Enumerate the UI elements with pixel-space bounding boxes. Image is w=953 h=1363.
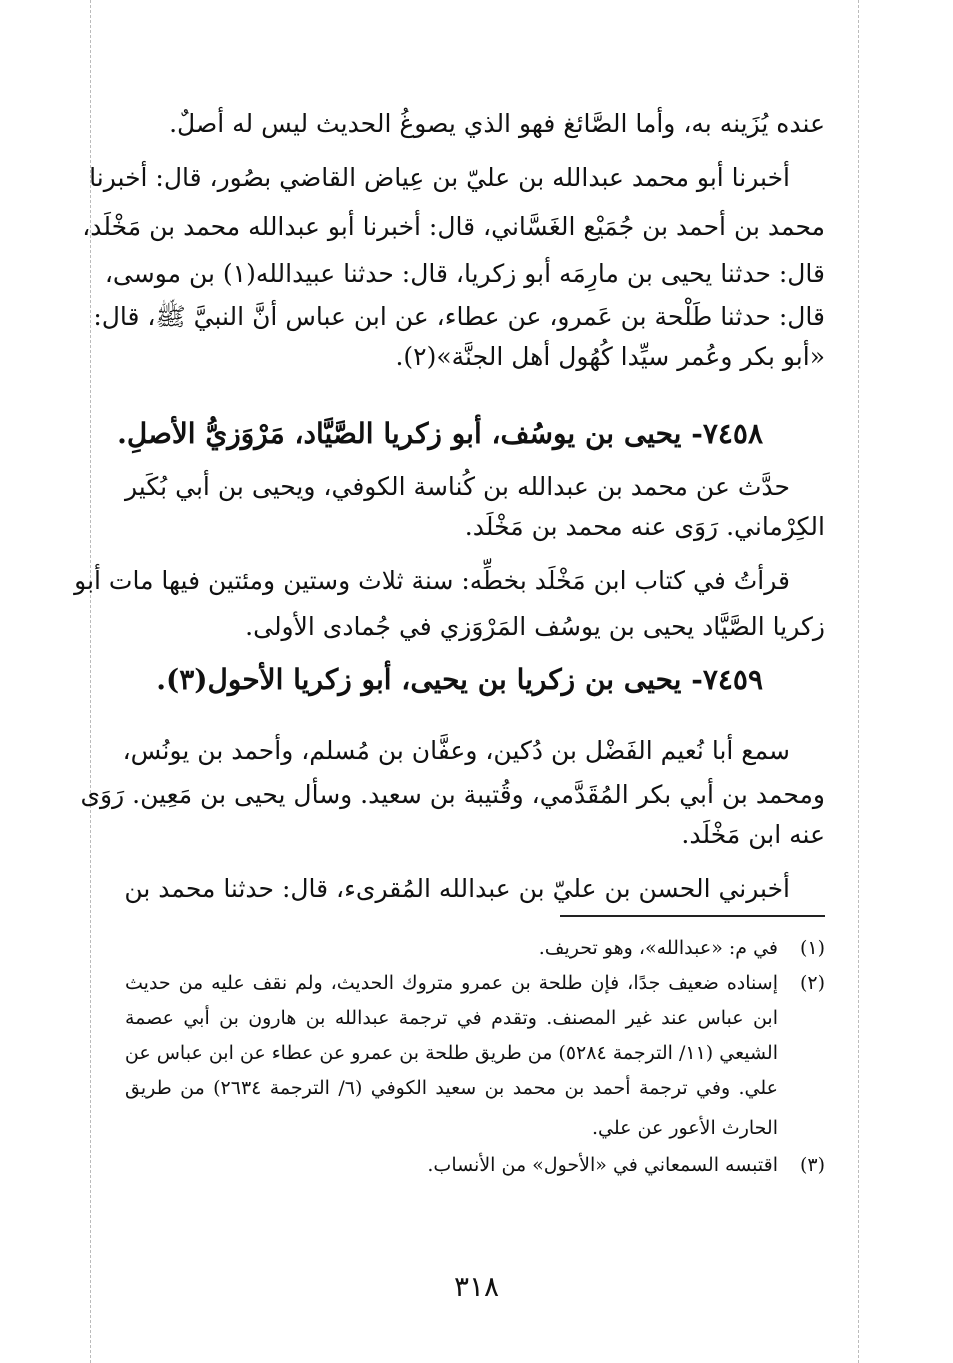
footnote-separator bbox=[560, 915, 825, 917]
text-line: قرأتُ في كتاب ابن مَخْلَد بخطِّه: سنة ثلاث وستين ومئتين فيها مات أبو bbox=[74, 566, 790, 595]
text-line: قال: حدثنا طَلْحة بن عَمرو، عن عطاء، عن ابن عباس أنَّ النبيَّ ﷺ، قال: bbox=[93, 302, 825, 331]
page-number: ٣١٨ bbox=[453, 1270, 500, 1303]
entry-heading: ٧٤٥٨- يحيى بن يوسُف، أبو زكريا الصَّيَّاد، مَرْوَزيُّ الأصلِ. bbox=[117, 417, 763, 450]
text-line: سمع أبا نُعيم الفَضْل بن دُكين، وعفَّان بن مُسلم، وأحمد بن يونُس، bbox=[122, 736, 790, 765]
text-line: الكِرْماني. رَوَى عنه محمد بن مَخْلَد. bbox=[464, 512, 825, 541]
text-line: «أبو بكر وعُمر سيِّدا كُهُول أهل الجنَّة»(٢). bbox=[395, 342, 825, 371]
text-line: زكريا الصَّيَّاد يحيى بن يوسُف المَرْوَزي في جُمادى الأولى. bbox=[245, 612, 825, 641]
footnote-number: (١) bbox=[799, 937, 825, 959]
footnote-number: (٣) bbox=[799, 1154, 825, 1176]
text-line: عنه ابن مَخْلَد. bbox=[681, 820, 825, 849]
text-line: محمد بن أحمد بن جُمَيْع الغَسَّاني، قال: أخبرنا أبو عبدالله محمد بن مَخْلَد، bbox=[82, 212, 825, 241]
footnote-line: إسناده ضعيف جدًا، فإن طلحة بن عمرو متروك الحديث، ولم نقف عليه من حديث bbox=[125, 972, 778, 994]
scan-guide-line bbox=[858, 0, 859, 1363]
footnote-line: الحارث الأعور عن علي. bbox=[591, 1117, 778, 1139]
footnote-line: اقتبسه السمعاني في «الأحول» من الأنساب. bbox=[427, 1154, 778, 1176]
footnote-line: علي. وفي ترجمة أحمد بن محمد بن سعيد الكوفي (٦/ الترجمة ٢٦٣٤) من طريق bbox=[125, 1077, 778, 1099]
footnote-line: الشيعي (١١/ الترجمة ٥٢٨٤) من طريق طلحة بن عمرو عن عطاء عن ابن عباس عن bbox=[124, 1042, 778, 1064]
footnote-line: ابن عباس عند غير المصنف. وتقدم في ترجمة عبدالله بن هارون بن أبي عصمة bbox=[125, 1007, 778, 1029]
text-line: حدَّث عن محمد بن عبدالله بن كُناسة الكوفي، ويحيى بن أبي بُكَير bbox=[125, 472, 790, 501]
text-line: قال: حدثنا يحيى بن مارِمَه أبو زكريا، قال: حدثنا عبيدالله(١) بن موسى، bbox=[104, 259, 825, 288]
text-line: أخبرني الحسن بن عليّ بن عبدالله المُقرىء، قال: حدثنا محمد بن bbox=[124, 874, 790, 903]
text-line: عنده يُزَينه به، وأما الصَّائغ فهو الذي يصوغُ الحديث ليس له أصلٌ. bbox=[169, 109, 825, 138]
footnote-line: في م: «عبدالله»، وهو تحريف. bbox=[538, 937, 778, 959]
text-line: ومحمد بن أبي بكر المُقَدَّمي، وقُتيبة بن سعيد. وسأل يحيى بن مَعِين. رَوَى bbox=[80, 780, 825, 809]
text-line: أخبرنا أبو محمد عبدالله بن عليّ بن عِياض القاضي بصُور، قال: أخبرنا bbox=[89, 163, 790, 192]
footnote-number: (٢) bbox=[799, 972, 825, 994]
scan-guide-line bbox=[90, 0, 91, 1363]
entry-heading: ٧٤٥٩- يحيى بن زكريا بن يحيى، أبو زكريا الأحول(٣). bbox=[156, 663, 763, 696]
